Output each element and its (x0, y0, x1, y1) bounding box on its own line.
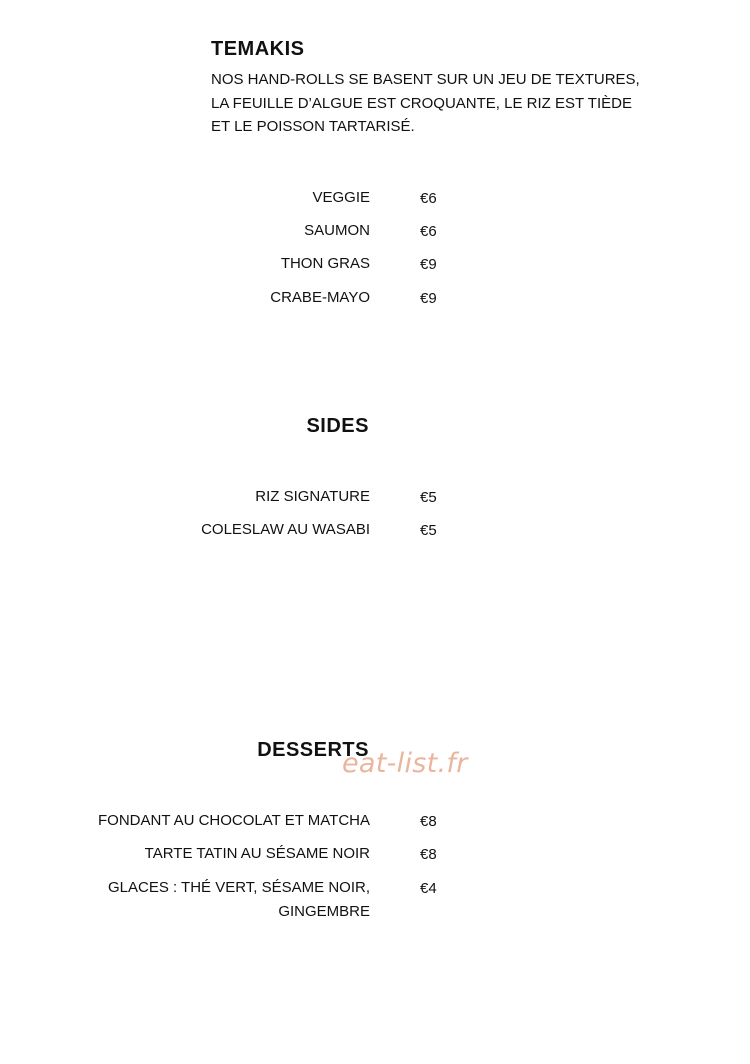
temakis-description (211, 68, 671, 139)
menu-item-name: TARTE TATIN AU SÉSAME NOIR (144, 845, 370, 862)
temakis-description-line: LA FEUILLE D’ALGUE EST CROQUANTE, LE RIZ EST TIÈDE (211, 94, 632, 112)
menu-item-price: €4 (420, 880, 437, 897)
menu-item-price: €9 (420, 256, 437, 273)
menu-item-row (0, 286, 750, 326)
menu-item-name: SAUMON (304, 222, 370, 239)
menu-item-price: €5 (420, 522, 437, 539)
section-title-temakis: TEMAKIS (211, 38, 305, 60)
menu-item-price: €6 (420, 223, 437, 240)
section-title-sides: SIDES (306, 415, 369, 437)
menu-item-name-line: GLACES : THÉ VERT, SÉSAME NOIR, (107, 879, 370, 896)
temakis-description-line: ET LE POISSON TARTARISÉ. (211, 118, 415, 135)
menu-item-name: CRABE-MAYO (270, 289, 370, 306)
menu-item-name: FONDANT AU CHOCOLAT ET MATCHA (98, 812, 370, 829)
menu-item-price: €6 (420, 190, 437, 207)
menu-item-price: €5 (420, 489, 437, 506)
menu-item-name: COLESLAW AU WASABI (201, 521, 370, 538)
menu-item-price: €9 (420, 290, 437, 307)
menu-item-name (108, 876, 370, 923)
menu-item-price: €8 (420, 813, 437, 830)
temakis-description-line: NOS HAND-ROLLS SE BASENT SUR UN JEU DE TEXTURES, (211, 71, 640, 88)
menu-item-name: THON GRAS (280, 255, 370, 272)
menu-item-name: RIZ SIGNATURE (255, 488, 370, 505)
menu-item-row (0, 518, 750, 558)
menu-item-price: €8 (420, 846, 437, 863)
menu-item-name: VEGGIE (312, 189, 370, 206)
watermark-text: eat-list.fr (342, 748, 468, 779)
section-title-desserts: DESSERTS (257, 739, 369, 761)
menu-item-row (0, 876, 750, 926)
menu-item-name-line: GINGEMBRE (278, 902, 370, 920)
